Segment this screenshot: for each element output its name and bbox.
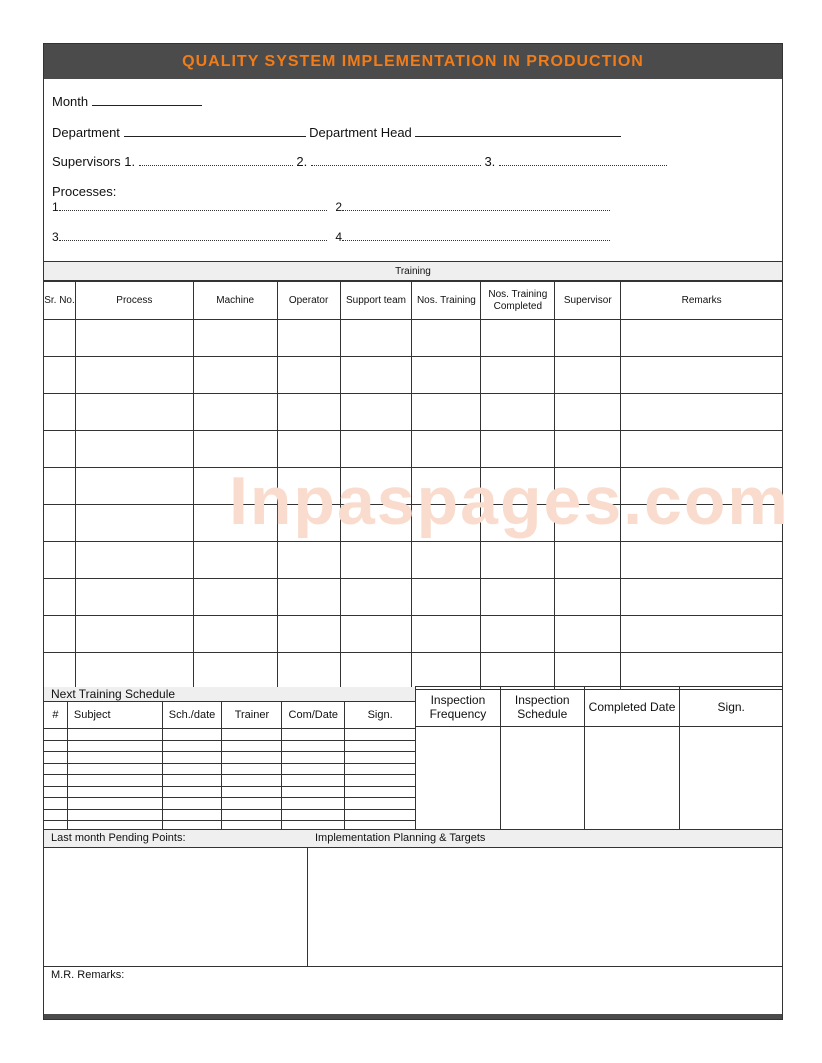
schedule-cell[interactable]	[67, 752, 162, 764]
schedule-cell[interactable]	[67, 809, 162, 821]
training-cell[interactable]	[481, 431, 555, 468]
schedule-cell[interactable]	[67, 786, 162, 798]
training-cell[interactable]	[193, 505, 277, 542]
supervisor-3-label: 3.	[484, 154, 496, 169]
training-cell[interactable]	[621, 431, 783, 468]
schedule-cell[interactable]	[67, 740, 162, 752]
training-cell[interactable]	[340, 357, 412, 394]
process-4-label: 4	[335, 230, 343, 244]
schedule-row	[44, 752, 416, 764]
training-cell[interactable]	[481, 542, 555, 579]
training-cell[interactable]	[277, 357, 340, 394]
supervisor-3-line[interactable]	[499, 156, 667, 166]
schedule-cell[interactable]	[222, 786, 282, 798]
col-sign: Sign.	[345, 702, 416, 729]
training-cell[interactable]	[412, 357, 481, 394]
supervisor-2-line[interactable]	[311, 156, 481, 166]
inspection-sign-cell[interactable]	[680, 727, 783, 830]
training-cell[interactable]	[340, 431, 412, 468]
schedule-row	[44, 775, 416, 787]
training-cell[interactable]	[555, 616, 621, 653]
col-remarks: Remarks	[621, 282, 783, 320]
schedule-row	[44, 763, 416, 775]
pending-points-header	[44, 830, 307, 848]
inspection-schedule-cell[interactable]	[500, 727, 584, 830]
department-head-label: Department Head	[309, 125, 412, 140]
schedule-cell[interactable]	[222, 752, 282, 764]
training-cell[interactable]	[340, 579, 412, 616]
schedule-cell[interactable]	[222, 798, 282, 810]
training-cell[interactable]	[340, 653, 412, 690]
training-cell[interactable]	[277, 505, 340, 542]
training-cell[interactable]	[75, 579, 193, 616]
processes-label: Processes:	[52, 184, 117, 199]
schedule-cell[interactable]	[44, 740, 68, 752]
training-cell[interactable]	[193, 579, 277, 616]
schedule-row	[44, 786, 416, 798]
training-cell[interactable]	[277, 616, 340, 653]
process-3-label: 3	[52, 230, 59, 244]
schedule-cell[interactable]	[282, 786, 345, 798]
process-3-line[interactable]	[59, 231, 327, 241]
training-cell[interactable]	[44, 431, 76, 468]
schedule-cell[interactable]	[162, 809, 222, 821]
completed-date-cell[interactable]	[584, 727, 680, 830]
schedule-cell[interactable]	[282, 729, 345, 741]
schedule-cell[interactable]	[162, 740, 222, 752]
training-cell[interactable]	[75, 357, 193, 394]
training-cell[interactable]	[44, 394, 76, 431]
training-cell[interactable]	[277, 431, 340, 468]
schedule-cell[interactable]	[282, 740, 345, 752]
training-cell[interactable]	[621, 394, 783, 431]
schedule-cell[interactable]	[44, 752, 68, 764]
next-schedule-label: Next Training Schedule	[51, 687, 176, 701]
training-cell[interactable]	[412, 320, 481, 357]
schedule-row	[44, 740, 416, 752]
schedule-cell[interactable]	[162, 752, 222, 764]
training-cell[interactable]	[340, 320, 412, 357]
training-cell[interactable]	[555, 431, 621, 468]
schedule-cell[interactable]	[282, 798, 345, 810]
next-schedule-header	[44, 687, 416, 702]
training-cell[interactable]	[412, 394, 481, 431]
training-cell[interactable]	[621, 505, 783, 542]
training-cell[interactable]	[481, 653, 555, 690]
schedule-row	[44, 809, 416, 821]
schedule-cell[interactable]	[67, 729, 162, 741]
training-cell[interactable]	[412, 505, 481, 542]
training-header-row	[44, 282, 783, 320]
training-cell[interactable]	[340, 505, 412, 542]
training-cell[interactable]	[193, 394, 277, 431]
training-cell[interactable]	[621, 542, 783, 579]
department-label: Department	[52, 125, 120, 140]
supervisors-label: Supervisors 1.	[52, 154, 136, 169]
training-cell[interactable]	[44, 320, 76, 357]
col-com-date: Com/Date	[282, 702, 345, 729]
schedule-cell[interactable]	[282, 752, 345, 764]
schedule-cell[interactable]	[345, 798, 416, 810]
col-inspection-frequency: Inspection Frequency	[416, 687, 501, 727]
supervisors-field	[52, 154, 667, 169]
schedule-cell[interactable]	[67, 798, 162, 810]
training-table	[43, 281, 783, 690]
training-cell[interactable]	[75, 616, 193, 653]
training-cell[interactable]	[481, 394, 555, 431]
form-sheet	[43, 43, 790, 1020]
training-cell[interactable]	[193, 431, 277, 468]
schedule-row	[44, 798, 416, 810]
schedule-cell[interactable]	[345, 740, 416, 752]
training-cell[interactable]	[193, 320, 277, 357]
col-subject: Subject	[67, 702, 162, 729]
schedule-cell[interactable]	[222, 775, 282, 787]
training-row	[44, 542, 783, 579]
schedule-cell[interactable]	[282, 775, 345, 787]
schedule-cell[interactable]	[222, 763, 282, 775]
training-cell[interactable]	[75, 542, 193, 579]
pending-points-box[interactable]	[44, 829, 308, 967]
training-cell[interactable]	[555, 394, 621, 431]
training-row	[44, 468, 783, 505]
training-cell[interactable]	[555, 579, 621, 616]
training-cell[interactable]	[277, 653, 340, 690]
training-cell[interactable]	[44, 505, 76, 542]
col-trainer: Trainer	[222, 702, 282, 729]
training-cell[interactable]	[555, 653, 621, 690]
training-cell[interactable]	[412, 579, 481, 616]
schedule-cell[interactable]	[162, 786, 222, 798]
schedule-cell[interactable]	[162, 775, 222, 787]
col-process: Process	[75, 282, 193, 320]
schedule-cell[interactable]	[345, 763, 416, 775]
training-section-header: Training	[44, 261, 782, 281]
process-4-line[interactable]	[342, 231, 610, 241]
training-cell[interactable]	[621, 468, 783, 505]
training-cell[interactable]	[193, 542, 277, 579]
schedule-cell[interactable]	[44, 763, 68, 775]
training-cell[interactable]	[193, 357, 277, 394]
training-cell[interactable]	[621, 616, 783, 653]
training-cell[interactable]	[555, 320, 621, 357]
training-row	[44, 616, 783, 653]
training-cell[interactable]	[481, 505, 555, 542]
training-cell[interactable]	[340, 468, 412, 505]
training-cell[interactable]	[193, 653, 277, 690]
training-cell[interactable]	[75, 394, 193, 431]
training-cell[interactable]	[412, 431, 481, 468]
col-sr-no: Sr. No.	[44, 282, 76, 320]
processes-row-1	[52, 200, 610, 214]
month-field	[52, 94, 202, 109]
planning-targets-header	[307, 830, 782, 848]
training-cell[interactable]	[481, 616, 555, 653]
schedule-cell[interactable]	[222, 729, 282, 741]
training-cell[interactable]	[75, 468, 193, 505]
schedule-cell[interactable]	[44, 729, 68, 741]
training-cell[interactable]	[621, 579, 783, 616]
training-cell[interactable]	[555, 357, 621, 394]
schedule-cell[interactable]	[44, 786, 68, 798]
training-row	[44, 357, 783, 394]
training-cell[interactable]	[277, 320, 340, 357]
training-cell[interactable]	[340, 542, 412, 579]
bottom-bar	[44, 1014, 782, 1019]
col-support-team: Support team	[340, 282, 412, 320]
supervisor-2-label: 2.	[296, 154, 308, 169]
col-inspection-schedule: Inspection Schedule	[500, 687, 584, 727]
training-cell[interactable]	[44, 542, 76, 579]
training-cell[interactable]	[277, 579, 340, 616]
training-cell[interactable]	[340, 616, 412, 653]
schedule-row	[44, 729, 416, 741]
col-completed-date: Completed Date	[584, 687, 680, 727]
inspection-table	[415, 686, 783, 830]
process-1-line[interactable]	[59, 201, 327, 211]
department-input-line[interactable]	[124, 126, 306, 137]
schedule-cell[interactable]	[282, 763, 345, 775]
mr-remarks-box[interactable]	[44, 966, 782, 1014]
schedule-cell[interactable]	[44, 798, 68, 810]
schedule-cell[interactable]	[162, 763, 222, 775]
schedule-cell[interactable]	[345, 775, 416, 787]
training-cell[interactable]	[75, 320, 193, 357]
training-row	[44, 431, 783, 468]
inspection-body-row	[416, 727, 783, 830]
training-cell[interactable]	[555, 505, 621, 542]
schedule-cell[interactable]	[345, 809, 416, 821]
training-row	[44, 505, 783, 542]
form-title: QUALITY SYSTEM IMPLEMENTATION IN PRODUCTION	[44, 44, 782, 79]
training-cell[interactable]	[481, 468, 555, 505]
schedule-cell[interactable]	[67, 775, 162, 787]
department-field	[52, 125, 621, 140]
training-cell[interactable]	[277, 394, 340, 431]
col-sch-date: Sch./date	[162, 702, 222, 729]
schedule-cell[interactable]	[44, 775, 68, 787]
training-row	[44, 579, 783, 616]
col-supervisor: Supervisor	[555, 282, 621, 320]
training-cell[interactable]	[193, 616, 277, 653]
training-cell[interactable]	[44, 579, 76, 616]
schedule-cell[interactable]	[222, 740, 282, 752]
planning-targets-label: Implementation Planning & Targets	[315, 832, 486, 844]
training-cell[interactable]	[481, 320, 555, 357]
training-cell[interactable]	[277, 542, 340, 579]
training-cell[interactable]	[412, 542, 481, 579]
training-cell[interactable]	[75, 653, 193, 690]
col-hash: #	[44, 702, 68, 729]
training-cell[interactable]	[44, 616, 76, 653]
schedule-cell[interactable]	[162, 798, 222, 810]
schedule-cell[interactable]	[282, 809, 345, 821]
training-cell[interactable]	[193, 468, 277, 505]
col-operator: Operator	[277, 282, 340, 320]
month-label: Month	[52, 94, 89, 109]
training-cell[interactable]	[621, 653, 783, 690]
inspection-frequency-cell[interactable]	[416, 727, 501, 830]
training-row	[44, 320, 783, 357]
process-2-label: 2	[335, 200, 343, 214]
training-cell[interactable]	[481, 357, 555, 394]
training-cell[interactable]	[44, 357, 76, 394]
col-nos-training-completed: Nos. Training Completed	[481, 282, 555, 320]
mr-remarks-label: M.R. Remarks:	[51, 969, 125, 981]
training-cell[interactable]	[75, 505, 193, 542]
pending-points-label: Last month Pending Points:	[51, 832, 186, 844]
process-1-label: 1	[52, 200, 59, 214]
col-nos-training: Nos. Training	[412, 282, 481, 320]
training-cell[interactable]	[44, 653, 76, 690]
process-2-line[interactable]	[342, 201, 610, 211]
schedule-cell[interactable]	[345, 729, 416, 741]
col-machine: Machine	[193, 282, 277, 320]
planning-targets-box[interactable]	[307, 829, 782, 967]
schedule-cell[interactable]	[44, 809, 68, 821]
training-cell[interactable]	[277, 468, 340, 505]
schedule-cell[interactable]	[345, 752, 416, 764]
next-schedule-table	[43, 701, 416, 833]
schedule-cell[interactable]	[345, 786, 416, 798]
training-cell[interactable]	[555, 542, 621, 579]
training-cell[interactable]	[340, 394, 412, 431]
department-head-input-line[interactable]	[415, 126, 621, 137]
training-row	[44, 394, 783, 431]
col-inspection-sign: Sign.	[680, 687, 783, 727]
training-cell[interactable]	[412, 468, 481, 505]
watermark: Inpaspages.com	[229, 463, 790, 539]
training-row	[44, 653, 783, 690]
training-cell[interactable]	[555, 468, 621, 505]
training-cell[interactable]	[621, 357, 783, 394]
training-cell[interactable]	[412, 653, 481, 690]
month-input-line[interactable]	[92, 95, 202, 106]
training-cell[interactable]	[621, 320, 783, 357]
schedule-cell[interactable]	[222, 809, 282, 821]
training-cell[interactable]	[412, 616, 481, 653]
supervisor-1-line[interactable]	[139, 156, 293, 166]
schedule-cell[interactable]	[67, 763, 162, 775]
processes-row-2	[52, 230, 610, 244]
training-cell[interactable]	[481, 579, 555, 616]
inspection-header-row	[416, 687, 783, 727]
next-schedule-header-row	[44, 702, 416, 729]
training-cell[interactable]	[75, 431, 193, 468]
schedule-cell[interactable]	[162, 729, 222, 741]
training-cell[interactable]	[44, 468, 76, 505]
